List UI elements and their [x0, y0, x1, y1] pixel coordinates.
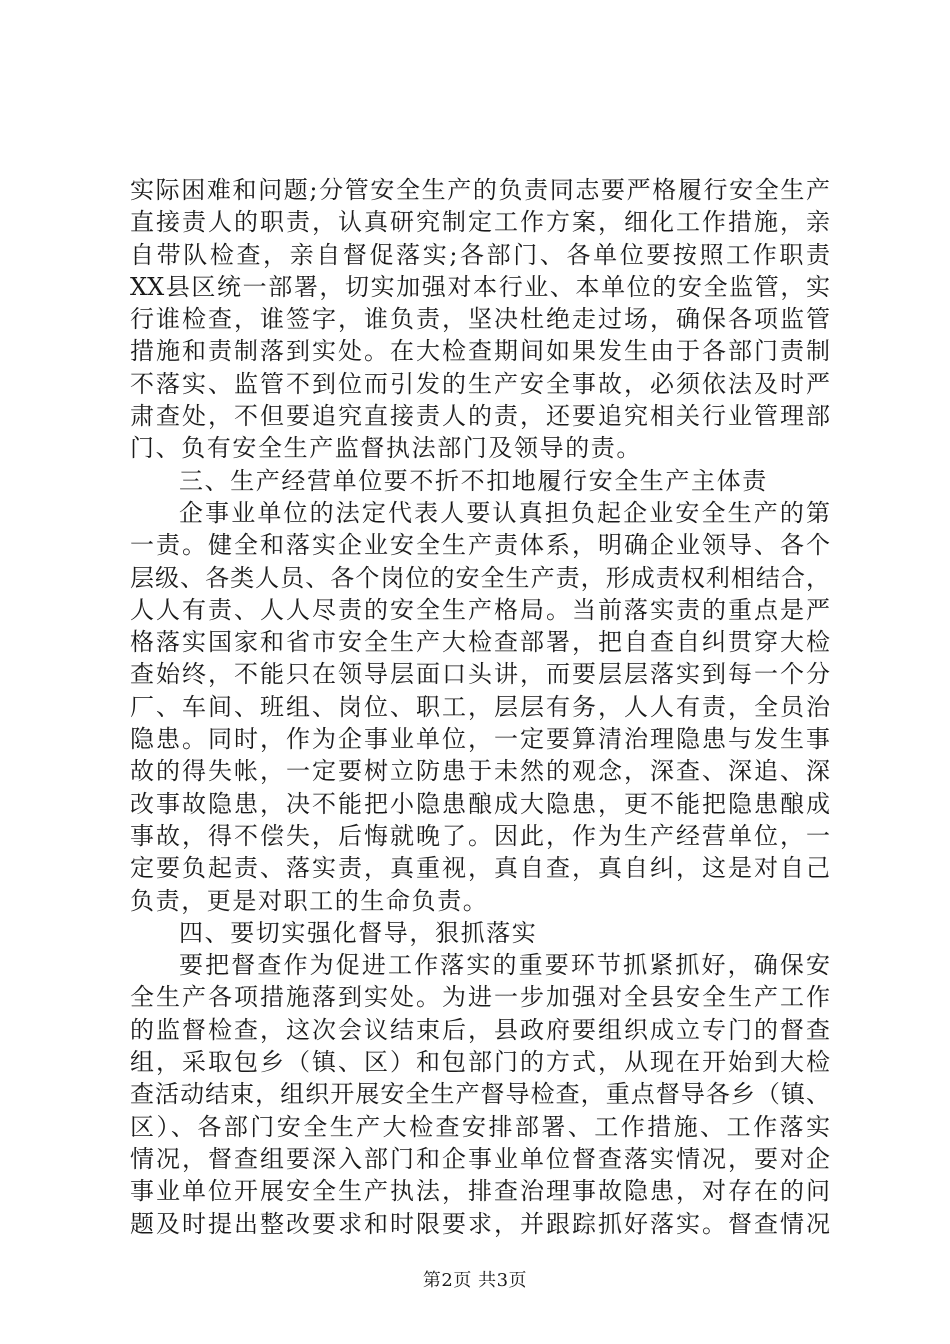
text-line: 情况，督查组要深入部门和企事业单位督查落实情况，要对企 [130, 1144, 830, 1173]
section-heading: 三、生产经营单位要不折不扣地履行安全生产主体责 [179, 466, 768, 495]
text-line: 人人有责、人人尽责的安全生产格局。当前落实责的重点是严 [130, 595, 830, 624]
text-line: 事故，得不偿失，后悔就晚了。因此，作为生产经营单位，一 [130, 821, 830, 850]
text-line: 格落实国家和省市安全生产大检查部署，把自查自纠贯穿大检 [130, 628, 830, 657]
text-line: 厂、车间、班组、岗位、职工，层层有务，人人有责，全员治 [130, 692, 830, 721]
text-line: 措施和责制落到实处。在大检查期间如果发生由于各部门责制 [130, 337, 830, 366]
page-number-label: 第2页 共3页 [422, 1270, 528, 1291]
text-line: 自带队检查，亲自督促落实;各部门、各单位要按照工作职责 [130, 240, 830, 269]
text-line: 查始终，不能只在领导层面口头讲，而要层层落实到每一个分 [130, 660, 830, 689]
text-line: 行谁检查，谁签字，谁负责，坚决杜绝走过场，确保各项监管 [130, 305, 830, 334]
text-line: 肃查处，不但要追究直接责人的责，还要追究相关行业管理部 [130, 402, 830, 431]
text-line: 隐患。同时，作为企事业单位，一定要算清治理隐患与发生事 [130, 725, 830, 754]
text-line: 企事业单位的法定代表人要认真担负起企业安全生产的第 [179, 498, 830, 527]
document-body [130, 174, 830, 1240]
text-line: 组，采取包乡（镇、区）和包部门的方式，从现在开始到大检 [130, 1048, 830, 1077]
text-line: 实际困难和问题;分管安全生产的负责同志要严格履行安全生产 [130, 176, 830, 204]
text-line: 直接责人的职责，认真研究制定工作方案，细化工作措施，亲 [130, 208, 830, 237]
text-line: 要把督查作为促进工作落实的重要环节抓紧抓好，确保安 [179, 951, 830, 980]
text-line: 区）、各部门安全生产大检查安排部署、工作措施、工作落实 [130, 1112, 830, 1141]
text-line: 题及时提出整改要求和时限要求，并跟踪抓好落实。督查情况 [130, 1209, 830, 1238]
text-line: 层级、各类人员、各个岗位的安全生产责，形成责权利相结合， [130, 563, 830, 592]
text-line: XX县区统一部署，切实加强对本行业、本单位的安全监管，实 [130, 272, 830, 301]
text-line: 不落实、监管不到位而引发的生产安全事故，必须依法及时严 [130, 369, 830, 398]
section-heading: 四、要切实强化督导，狠抓落实 [179, 918, 538, 947]
text-line: 改事故隐患，决不能把小隐患酿成大隐患，更不能把隐患酿成 [130, 789, 830, 818]
text-line: 故的得失帐，一定要树立防患于未然的观念，深查、深追、深 [130, 757, 830, 786]
text-line: 定要负起责、落实责，真重视，真自查，真自纠，这是对自己 [130, 854, 830, 883]
text-line: 查活动结束，组织开展安全生产督导检查，重点督导各乡（镇、 [130, 1080, 830, 1109]
text-line: 负责，更是对职工的生命负责。 [130, 886, 489, 915]
page-footer [0, 1270, 950, 1292]
text-line: 事业单位开展安全生产执法，排查治理事故隐患，对存在的问 [130, 1177, 830, 1206]
text-line: 的监督检查，这次会议结束后，县政府要组织成立专门的督查 [130, 1015, 830, 1044]
text-line: 门、负有安全生产监督执法部门及领导的责。 [130, 434, 642, 463]
text-line: 一责。健全和落实企业安全生产责体系，明确企业领导、各个 [130, 531, 830, 560]
text-line: 全生产各项措施落到实处。为进一步加强对全县安全生产工作 [130, 983, 830, 1012]
